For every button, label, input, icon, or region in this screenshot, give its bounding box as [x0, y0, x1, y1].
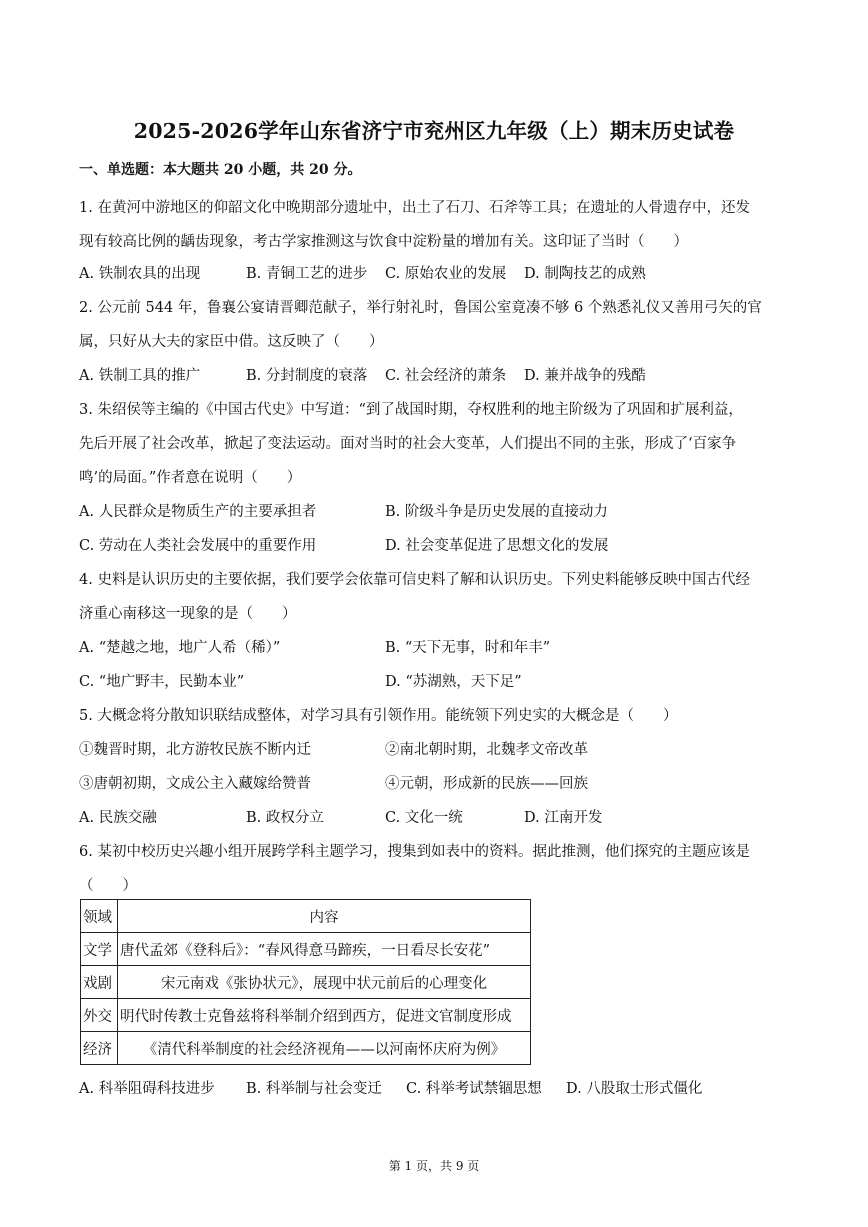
table-row — [81, 966, 531, 999]
q3-option-c: C. 劳动在人类社会发展中的重要作用 — [79, 538, 317, 554]
question-3-line-3: 鸣’的局面。”作者意在说明（ ） — [79, 470, 302, 486]
q1-option-b: B. 青铜工艺的进步 — [246, 266, 368, 282]
q1-option-d: D. 制陶技艺的成熟 — [524, 266, 646, 282]
q5-fact-1: ①魏晋时期，北方游牧民族不断内迁 — [79, 742, 311, 758]
table-cell-field: 经济 — [81, 1032, 118, 1065]
table-cell-field: 文学 — [81, 933, 118, 966]
q4-option-d: D. “苏湖熟，天下足” — [385, 674, 522, 690]
materials-table — [80, 899, 531, 1065]
table-cell-field: 戏剧 — [81, 966, 118, 999]
q5-fact-2: ②南北朝时期，北魏孝文帝改革 — [385, 742, 588, 758]
q6-option-a: A. 科举阻碍科技进步 — [79, 1081, 215, 1097]
q4-option-b: B. “天下无事，时和年丰” — [385, 640, 551, 656]
table-cell-content: 唐代孟郊《登科后》：“春风得意马蹄疾，一日看尽长安花” — [118, 933, 531, 966]
q6-option-d: D. 八股取士形式僵化 — [566, 1081, 703, 1097]
table-header-cell: 领域 — [81, 900, 118, 933]
question-6-line-2: （ ） — [79, 878, 137, 894]
table-row — [81, 1032, 531, 1065]
q5-option-b: B. 政权分立 — [246, 810, 324, 826]
question-4-line-1: 4. 史料是认识历史的主要依据，我们要学会依靠可信史料了解和认识历史。下列史料能够反映中国古代经 — [79, 572, 750, 588]
q5-option-a: A. 民族交融 — [79, 810, 157, 826]
question-4-line-2: 济重心南移这一现象的是（ ） — [79, 606, 297, 622]
page-title: 2025-2026学年山东省济宁市兖州区九年级（上）期末历史试卷 — [133, 119, 735, 143]
q5-fact-4: ④元朝，形成新的民族——回族 — [385, 776, 588, 792]
table-header-row — [81, 900, 531, 933]
q3-option-b: B. 阶级斗争是历史发展的直接动力 — [385, 504, 608, 520]
table-row — [81, 933, 531, 966]
q5-fact-3: ③唐朝初期，文成公主入藏嫁给赞普 — [79, 776, 311, 792]
table-row — [81, 999, 531, 1032]
q5-option-d: D. 江南开发 — [524, 810, 603, 826]
page-footer: 第 1 页，共 9 页 — [388, 1159, 480, 1173]
q2-option-d: D. 兼并战争的残酷 — [524, 368, 646, 384]
q1-option-c: C. 原始农业的发展 — [385, 266, 507, 282]
q2-option-b: B. 分封制度的衰落 — [246, 368, 368, 384]
question-2-line-2: 属，只好从大夫的家臣中借。这反映了（ ） — [79, 334, 384, 350]
q1-option-a: A. 铁制农具的出现 — [79, 266, 201, 282]
table-cell-content: 《清代科举制度的社会经济视角——以河南怀庆府为例》 — [118, 1032, 531, 1065]
table-cell-content: 明代时传教士克鲁兹将科举制介绍到西方，促进文官制度形成 — [118, 999, 531, 1032]
table-cell-content: 宋元南戏《张协状元》，展现中状元前后的心理变化 — [118, 966, 531, 999]
question-5-line-1: 5. 大概念将分散知识联结成整体，对学习具有引领作用。能统领下列史实的大概念是（ ） — [79, 708, 678, 724]
q5-option-c: C. 文化一统 — [385, 810, 463, 826]
table-cell-field: 外交 — [81, 999, 118, 1032]
question-3-line-2: 先后开展了社会改革，掀起了变法运动。面对当时的社会大变革，人们提出不同的主张，形成了‘百家争 — [79, 436, 737, 452]
q6-option-c: C. 科举考试禁锢思想 — [406, 1081, 542, 1097]
table-header-cell: 内容 — [118, 900, 531, 933]
q3-option-a: A. 人民群众是物质生产的主要承担者 — [79, 504, 317, 520]
question-1-line-1: 1. 在黄河中游地区的仰韶文化中晚期部分遗址中，出土了石刀、石斧等工具；在遗址的人骨遗存中，还发 — [79, 200, 750, 216]
q6-option-b: B. 科举制与社会变迁 — [246, 1081, 382, 1097]
section-heading: 一、单选题：本大题共 20 小题，共 20 分。 — [79, 162, 362, 178]
q4-option-a: A. “楚越之地，地广人希（稀）” — [79, 640, 281, 656]
q4-option-c: C. “地广野丰，民勤本业” — [79, 674, 245, 690]
question-1-line-2: 现有较高比例的龋齿现象，考古学家推测这与饮食中淀粉量的增加有关。这印证了当时（ ） — [79, 234, 688, 250]
question-3-line-1: 3. 朱绍侯等主编的《中国古代史》中写道：“到了战国时期，夺权胜利的地主阶级为了巩固和扩展利益， — [79, 402, 743, 418]
question-2-line-1: 2. 公元前 544 年，鲁襄公宴请晋卿范献子，举行射礼时，鲁国公室竟凑不够 6 个熟悉礼仪又善用弓矢的官 — [79, 300, 762, 316]
question-6-line-1: 6. 某初中校历史兴趣小组开展跨学科主题学习，搜集到如表中的资料。据此推测，他们探究的主题应该是 — [79, 844, 750, 860]
q3-option-d: D. 社会变革促进了思想文化的发展 — [385, 538, 609, 554]
q2-option-c: C. 社会经济的萧条 — [385, 368, 507, 384]
q2-option-a: A. 铁制工具的推广 — [79, 368, 201, 384]
